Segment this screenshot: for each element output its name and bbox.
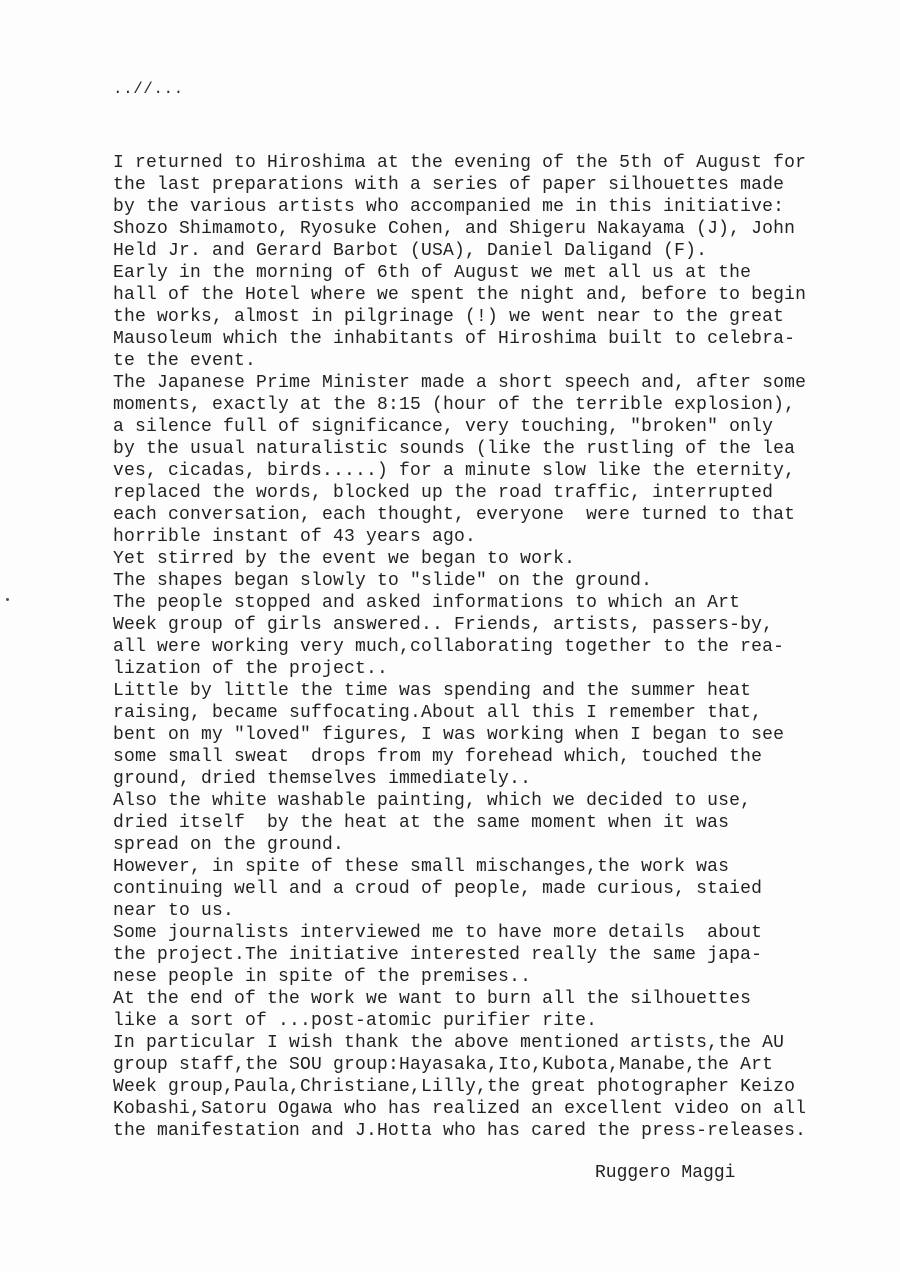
page-continuation-marker: ..//... <box>113 80 184 98</box>
text-line: In particular I wish thank the above mentioned artists,the AU <box>113 1033 785 1053</box>
text-line: like a sort of ...post-atomic purifier rite. <box>113 1011 598 1031</box>
text-line: However, in spite of these small mischanges,the work was <box>113 857 730 877</box>
text-line: spread on the ground. <box>113 835 345 855</box>
text-line: by the usual naturalistic sounds (like the rustling of the lea <box>113 439 796 459</box>
text-line: by the various artists who accompanied me in this initiative: <box>113 197 785 217</box>
text-line: Shozo Shimamoto, Ryosuke Cohen, and Shigeru Nakayama (J), John <box>113 219 796 239</box>
text-line: near to us. <box>113 901 235 921</box>
text-line: group staff,the SOU group:Hayasaka,Ito,Kubota,Manabe,the Art <box>113 1055 774 1075</box>
text-line: Some journalists interviewed me to have more details about <box>113 923 763 943</box>
text-line: Kobashi,Satoru Ogawa who has realized an excellent video on all <box>113 1099 807 1119</box>
text-line: The shapes began slowly to "slide" on the ground. <box>113 571 653 591</box>
text-line: ves, cicadas, birds.....) for a minute slow like the eternity, <box>113 461 796 481</box>
text-line: ground, dried themselves immediately.. <box>113 769 532 789</box>
text-line: Week group of girls answered.. Friends, artists, passers-by, <box>113 615 774 635</box>
text-line: Mausoleum which the inhabitants of Hiroshima built to celebra- <box>113 329 796 349</box>
text-line: nese people in spite of the premises.. <box>113 967 532 987</box>
text-line: continuing well and a croud of people, made curious, staied <box>113 879 763 899</box>
text-line: The people stopped and asked informations to which an Art <box>113 593 741 613</box>
letter-body <box>113 152 853 1142</box>
text-line: some small sweat drops from my forehead which, touched the <box>113 747 763 767</box>
text-line: Yet stirred by the event we began to work. <box>113 549 576 569</box>
text-line: dried itself by the heat at the same moment when it was <box>113 813 730 833</box>
text-line: each conversation, each thought, everyone were turned to that <box>113 505 796 525</box>
text-line: moments, exactly at the 8:15 (hour of the terrible explosion), <box>113 395 796 415</box>
text-line: Also the white washable painting, which we decided to use, <box>113 791 752 811</box>
text-line: the last preparations with a series of paper silhouettes made <box>113 175 785 195</box>
text-line: the works, almost in pilgrinage (!) we went near to the great <box>113 307 785 327</box>
author-signature: Ruggero Maggi <box>595 1163 736 1183</box>
text-line: bent on my "loved" figures, I was working when I began to see <box>113 725 785 745</box>
text-line: Early in the morning of 6th of August we met all us at the <box>113 263 752 283</box>
text-line: hall of the Hotel where we spent the night and, before to begin <box>113 285 807 305</box>
text-line: I returned to Hiroshima at the evening of the 5th of August for <box>113 153 807 173</box>
text-line: horrible instant of 43 years ago. <box>113 527 477 547</box>
text-line: a silence full of significance, very touching, "broken" only <box>113 417 774 437</box>
text-line: the project.The initiative interested really the same japa- <box>113 945 763 965</box>
text-line: replaced the words, blocked up the road traffic, interrupted <box>113 483 774 503</box>
text-line: Little by little the time was spending and the summer heat <box>113 681 752 701</box>
text-line: lization of the project.. <box>113 659 389 679</box>
text-line: all were working very much,collaborating together to the rea- <box>113 637 785 657</box>
text-line: te the event. <box>113 351 257 371</box>
text-line: At the end of the work we want to burn all the silhouettes <box>113 989 752 1009</box>
text-line: raising, became suffocating.About all this I remember that, <box>113 703 763 723</box>
text-line: The Japanese Prime Minister made a short speech and, after some <box>113 373 807 393</box>
text-line: the manifestation and J.Hotta who has cared the press-releases. <box>113 1121 807 1141</box>
text-line: Held Jr. and Gerard Barbot (USA), Daniel Daligand (F). <box>113 241 708 261</box>
text-line: Week group,Paula,Christiane,Lilly,the great photographer Keizo <box>113 1077 796 1097</box>
stray-ink-mark <box>6 598 9 601</box>
